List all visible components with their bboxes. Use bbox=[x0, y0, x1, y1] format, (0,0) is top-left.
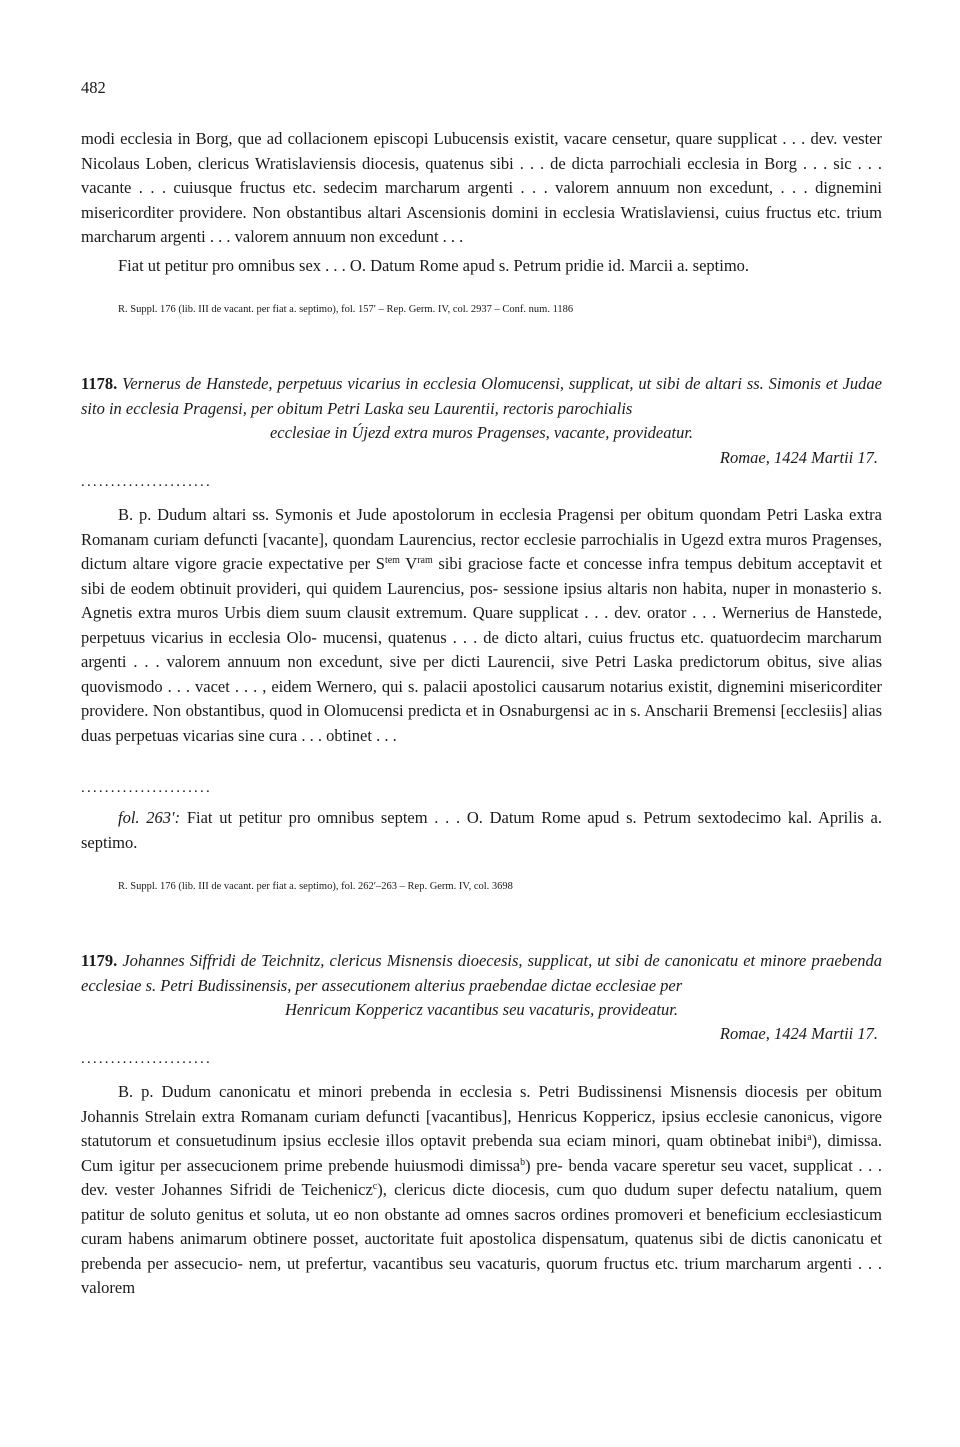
entry-date: Romae, 1424 Martii 17. bbox=[719, 448, 878, 467]
entry-heading-last-line: ecclesiae in Újezd extra muros Pragenses, vacante, provideatur. bbox=[269, 423, 694, 442]
entry-number: 1178. bbox=[81, 374, 118, 393]
omission-dots: ...................... bbox=[81, 780, 212, 796]
page-number: 482 bbox=[81, 78, 106, 97]
entry-body-1179: B. p. Dudum canonicatu et minori prebenda in ecclesia s. Petri Budissinensi Misnensis diocesis per obitum Johannis Strelain extra Romanam curiam defuncti [vacantibus], Henricus Koppericz, ipsius ecclesie canonicus, vigore statutorum et consuetudinum ipsius ecclesie illos optavit prebenda sua eciam minori, quam obtinebat inibi$^a$), dimissa. Cum igitur per assecucionem prime prebende huiusmodi dimissa$^b$) pre- benda vacare speretur seu vacet, supplicat . . . dev. vester Johannes Sifridi de Teichenicz$^c$), clericus dicte diocesis, cum quo dudum super defectu natalium, quem patitur de soluto genitus et soluta, ut eo non obstante ad omnes sacros ordines promoveri et beneficium ecclesiasticum curam habens animarum obtinere posset, auctoritate fuit apostolica dispensatum, quatenus sibi de dictis canonicatu et prebenda per assecucio- nem, ut prefertur, vacantibus seu vacaturis, quorum fructus etc. trium marcharum argenti . . . valorem bbox=[81, 1082, 883, 1297]
text-line: modi ecclesia in Borg, que ad collacionem episcopi Lubucensis existit, vacare censetur, quare supplicat . . . bbox=[81, 129, 806, 148]
entry-heading-1179: 1179. Johannes Siffridi de Teichnitz, clericus Misnensis dioecesis, supplicat, ut sibi de canonicatu et minore praebenda ecclesiae s. Petri Budissinensis, per assecutionem alterius praebendae dictae ecclesiae per bbox=[81, 951, 883, 995]
text-line: dev. vester Nicolaus Loben, clericus Wratislaviensis diocesis, quatenus sibi . . . de dicta parrochiali ecclesia bbox=[81, 129, 882, 173]
folio-label: fol. 263′: bbox=[118, 808, 181, 827]
reference-note: R. Suppl. 176 (lib. III de vacant. per fiat a. septimo), fol. 262′–263 – Rep. Germ. IV, col. 3698 bbox=[118, 881, 513, 892]
reference-note: R. Suppl. 176 (lib. III de vacant. per fiat a. septimo), fol. 157′ – Rep. Germ. IV, col. 2937 – Conf. num. 1186 bbox=[118, 304, 574, 315]
text-line: Wratislaviensi, cuius fructus etc. trium marcharum argenti . . . valorem annuum non excedunt . . . bbox=[81, 202, 882, 246]
entry-date: Romae, 1424 Martii 17. bbox=[719, 1024, 878, 1043]
entry-number: 1179. bbox=[81, 951, 118, 970]
entry-heading-1178: 1178. Vernerus de Hanstede, perpetuus vicarius in ecclesia Olomucensi, supplicat, ut sibi de altari ss. Simonis et Judae sito in ecclesia Pragensi, per obitum Petri Laska seu Laurentii, rectoris parochialis bbox=[81, 374, 882, 418]
entry-heading-last-line: Henricum Koppericz vacantibus seu vacaturis, provideatur. bbox=[284, 1000, 679, 1019]
entry-body-1178: B. p. Dudum altari ss. Symonis et Jude apostolorum in ecclesia Pragensi per obitum quondam Petri Laska extra Romanam curiam defuncti [vacante], quondam Laurencius, rector ecclesie parrochialis in Ugezd extra muros Pragenses, dictum altare vigore gracie expectative per $S^{tem}$ $V^{ram}$ sibi graciose facte et concesse infra tempus debitum acceptavit et sibi de eodem obtinuit provideri, qui quidem Laurencius, pos- sessione ipsius altaris non habita, nuper in monasterio s. Agnetis extra muros Urbis diem suum clausit extremum. Quare supplicat . . . dev. orator . . . Wernerius de Hanstede, perpetuus vicarius in ecclesia Olo- mucensi, quatenus . . . de dicto altari, cuius fructus etc. quatuordecim marcharum argenti . . . valorem annuum non excedunt, sive per dicti Laurencii, sive Petri Laska predictorum obitus, sive alias quovismodo . . . vacet . . . , eidem Wernero, qui s. palacii apostolici causarum notarius existit, dignemini misericorditer providere. Non obstantibus, quod in Olomucensi predicta et in Osnaburgensi ac in s. Anscharii Bremensi [ecclesiis] alias duas perpetuas vicarias sine cura . . . obtinet . . . bbox=[81, 505, 883, 745]
entry-fiat-1178: fol. 263′: Fiat ut petitur pro omnibus septem . . . O. Datum Rome apud s. Petrum sextodecimo kal. Aprilis a. septimo. bbox=[81, 808, 882, 852]
omission-dots: ...................... bbox=[81, 1051, 212, 1067]
fiat-line: Fiat ut petitur pro omnibus sex . . . O. Datum Rome apud s. Petrum pridie id. Marcii a. septimo. bbox=[118, 256, 750, 275]
text-line: in Borg . . . sic . . . vacante . . . cuiusque fructus etc. sedecim marcharum argenti . . . valorem annuum non bbox=[81, 153, 882, 197]
text-line: excedunt, . . . dignemini misericorditer providere. Non obstantibus altari Ascensionis domini in ecclesia bbox=[81, 178, 883, 222]
omission-dots: ...................... bbox=[81, 474, 212, 490]
continuation-paragraph bbox=[81, 127, 882, 250]
